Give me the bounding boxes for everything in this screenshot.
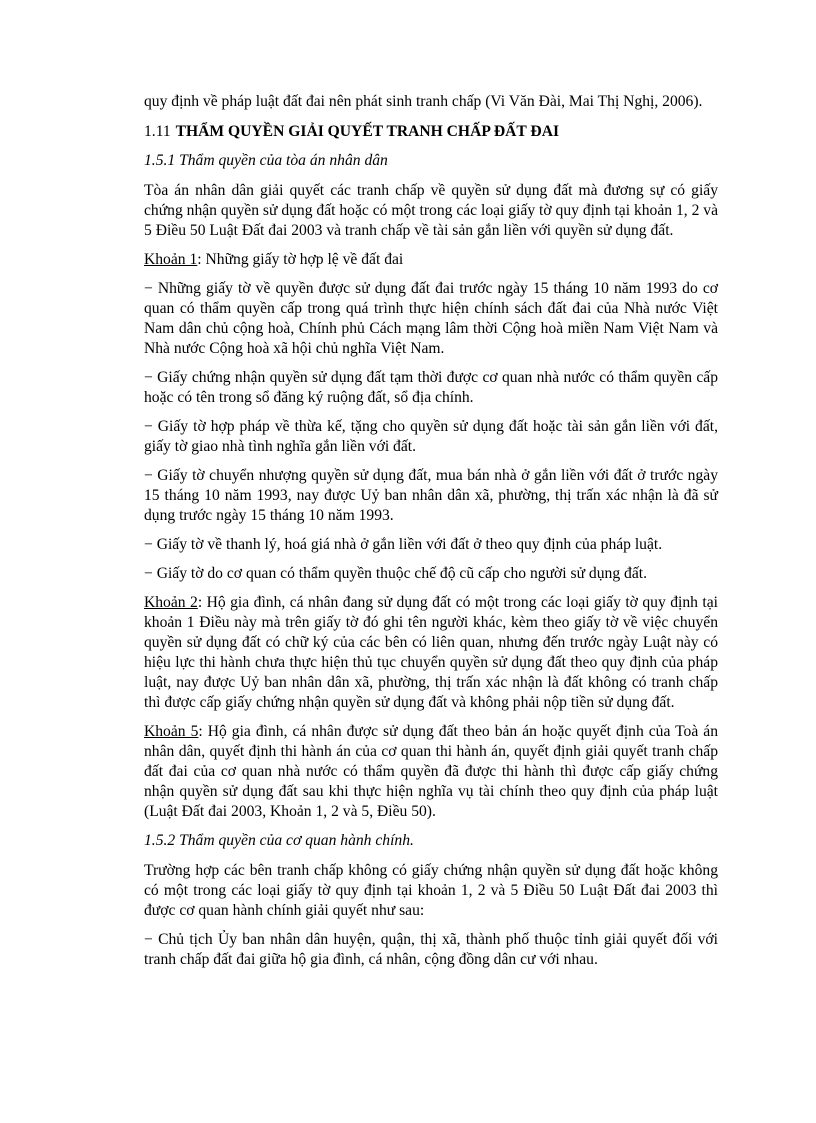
document-page <box>144 92 718 979</box>
section-title: THẨM QUYỀN GIẢI QUYẾT TRANH CHẤP ĐẤT ĐAI <box>175 123 560 140</box>
subsection-1-title: 1.5.1 Thẩm quyền của tòa án nhân dân <box>144 152 388 169</box>
khoan-1-label: Khoản 1 <box>144 251 198 268</box>
khoan-2-paragraph <box>144 593 718 713</box>
khoan-2-label: Khoản 2 <box>144 594 198 611</box>
subsection-1-body: Tòa án nhân dân giải quyết các tranh chấp về quyền sử dụng đất mà đương sự có giấy chứng nhận quyền sử dụng đất hoặc có một trong các loại giấy tờ quy định tại khoản 1, 2 và 5 Điều 50 Luật Đất đai 2003 và tranh chấp về tài sản gắn liền với quyền sử dụng đất. <box>144 182 718 239</box>
khoan-1-item: − Giấy chứng nhận quyền sử dụng đất tạm thời được cơ quan nhà nước có thẩm quyền cấp hoặc có tên trong sổ đăng ký ruộng đất, sổ địa chính. <box>144 369 718 406</box>
khoan-5-text: : Hộ gia đình, cá nhân được sử dụng đất theo bản án hoặc quyết định của Toà án nhân dân, quyết định thi hành án của cơ quan thi hành án, quyết định giải quyết tranh chấp đất đai của cơ quan nhà nước có thẩm quyền đã được thi hành thì được cấp giấy chứng nhận quyền sử dụng đất sau khi thực hiện nghĩa vụ tài chính theo quy định của pháp luật (Luật Đất đai 2003, Khoản 1, 2 và 5, Điều 50). <box>144 723 718 820</box>
khoan-1-item: − Giấy tờ chuyển nhượng quyền sử dụng đất, mua bán nhà ở gắn liền với đất ở trước ngày 15 tháng 10 năm 1993, nay được Uỷ ban nhân dân xã, phường, thị trấn xác nhận là đã sử dụng trước ngày 15 tháng 10 năm 1993. <box>144 467 718 524</box>
khoan-1-item: − Những giấy tờ về quyền được sử dụng đất đai trước ngày 15 tháng 10 năm 1993 do cơ quan có thẩm quyền cấp trong quá trình thực hiện chính sách đất đai của Nhà nước Việt Nam dân chủ cộng hoà, Chính phủ Cách mạng lâm thời Cộng hoà miền Nam Việt Nam và Nhà nước Cộng hoà xã hội chủ nghĩa Việt Nam. <box>144 280 718 357</box>
subsection-2-body: Trường hợp các bên tranh chấp không có giấy chứng nhận quyền sử dụng đất hoặc không có một trong các loại giấy tờ quy định tại khoản 1, 2 và 5 Điều 50 Luật Đất đai 2003 thì được cơ quan hành chính giải quyết như sau: <box>144 862 718 919</box>
khoan-5-label: Khoản 5 <box>144 723 199 740</box>
khoan-1-item: − Giấy tờ hợp pháp về thừa kế, tặng cho quyền sử dụng đất hoặc tài sản gắn liền với đất, giấy tờ giao nhà tình nghĩa gắn liền với đất. <box>144 418 718 455</box>
khoan-5-paragraph <box>144 722 718 822</box>
subsection-2-item: − Chủ tịch Ủy ban nhân dân huyện, quận, thị xã, thành phố thuộc tỉnh giải quyết đối với tranh chấp đất đai giữa hộ gia đình, cá nhân, cộng đồng dân cư với nhau. <box>144 931 718 968</box>
khoan-1-text: : Những giấy tờ hợp lệ về đất đai <box>197 251 404 268</box>
subsection-2-title: 1.5.2 Thẩm quyền của cơ quan hành chính. <box>144 832 414 849</box>
intro-paragraph: quy định về pháp luật đất đai nên phát sinh tranh chấp (Vi Văn Đài, Mai Thị Nghị, 2006). <box>144 93 703 110</box>
khoan-1-item: − Giấy tờ do cơ quan có thẩm quyền thuộc chế độ cũ cấp cho người sử dụng đất. <box>144 565 647 582</box>
section-number: 1.11 <box>144 123 171 140</box>
khoan-1-paragraph <box>144 250 718 270</box>
section-heading <box>144 122 718 142</box>
khoan-1-item: − Giấy tờ về thanh lý, hoá giá nhà ở gắn liền với đất ở theo quy định của pháp luật. <box>144 536 663 553</box>
khoan-2-text: : Hộ gia đình, cá nhân đang sử dụng đất có một trong các loại giấy tờ quy định tại khoản 1 Điều này mà trên giấy tờ đó ghi tên người khác, kèm theo giấy tờ về việc chuyển quyền sử dụng đất có chữ ký của các bên có liên quan, nhưng đến trước ngày Luật này có hiệu lực thi hành chưa thực hiện thủ tục chuyển quyền sử dụng đất theo quy định của pháp luật, nay được Uỷ ban nhân dân xã, phường, thị trấn xác nhận là đất không có tranh chấp thì được cấp giấy chứng nhận quyền sử dụng đất và không phải nộp tiền sử dụng đất. <box>144 594 718 711</box>
